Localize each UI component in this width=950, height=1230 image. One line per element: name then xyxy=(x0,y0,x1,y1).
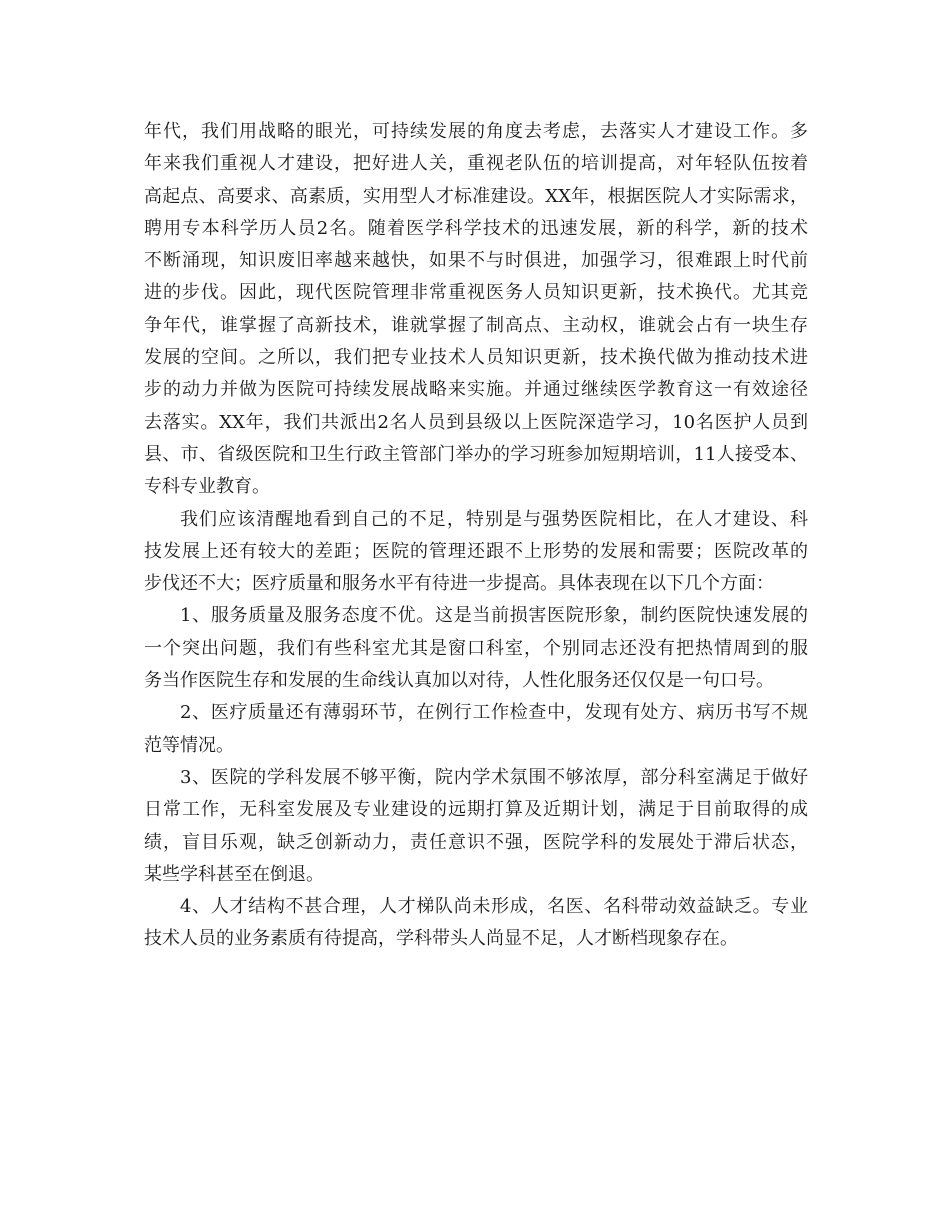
text-line: 发展的空间。之所以，我们把专业技术人员知识更新，技术换代做为推动技术进 xyxy=(144,347,808,369)
paragraph xyxy=(144,504,808,601)
text-line: 某些学科甚至在倒退。 xyxy=(144,863,324,885)
text-line: 技术人员的业务素质有待提高，学科带头人尚显不足，人才断档现象存在。 xyxy=(144,928,738,950)
paragraph xyxy=(144,762,808,891)
text-line: 步的动力并做为医院可持续发展战略来实施。并通过继续医学教育这一有效途径 xyxy=(144,379,808,401)
text-line: 县、市、省级医院和卫生行政主管部门举办的学习班参加短期培训，11人接受本、 xyxy=(144,443,808,465)
text-line: 专科专业教育。 xyxy=(144,476,270,498)
text-line: 务当作医院生存和发展的生命线认真加以对待，人性化服务还仅仅是一句口号。 xyxy=(144,670,774,692)
text-line: 聘用专本科学历人员2名。随着医学科学技术的迅速发展，新的科学，新的技术 xyxy=(144,217,808,239)
text-line: 不断涌现，知识废旧率越来越快，如果不与时俱进，加强学习，很难跟上时代前 xyxy=(144,250,808,272)
text-line: 1、服务质量及服务态度不优。这是当前损害医院形象，制约医院快速发展的 xyxy=(180,605,808,627)
paragraph xyxy=(144,697,808,762)
text-line: 范等情况。 xyxy=(144,734,234,756)
text-line: 4、人才结构不甚合理，人才梯队尚未形成，名医、名科带动效益缺乏。专业 xyxy=(180,896,808,918)
document-body xyxy=(144,116,808,956)
paragraph xyxy=(144,600,808,697)
text-line: 争年代，谁掌握了高新技术，谁就掌握了制高点、主动权，谁就会占有一块生存 xyxy=(144,314,808,336)
text-line: 步伐还不大；医疗质量和服务水平有待进一步提高。具体表现在以下几个方面： xyxy=(144,573,774,595)
text-line: 去落实。XX年，我们共派出2名人员到县级以上医院深造学习，10名医护人员到 xyxy=(144,411,808,433)
text-line: 日常工作，无科室发展及专业建设的远期打算及近期计划，满足于目前取得的成 xyxy=(144,799,808,821)
text-line: 技发展上还有较大的差距；医院的管理还跟不上形势的发展和需要；医院改革的 xyxy=(144,540,808,562)
text-line: 年来我们重视人才建设，把好进人关，重视老队伍的培训提高，对年轻队伍按着 xyxy=(144,153,808,175)
text-line: 2、医疗质量还有薄弱环节，在例行工作检查中，发现有处方、病历书写不规 xyxy=(180,702,808,724)
text-line: 高起点、高要求、高素质，实用型人才标准建设。XX年，根据医院人才实际需求， xyxy=(144,185,808,207)
text-line: 我们应该清醒地看到自己的不足，特别是与强势医院相比，在人才建设、科 xyxy=(180,508,808,530)
text-line: 进的步伐。因此，现代医院管理非常重视医务人员知识更新，技术换代。尤其竞 xyxy=(144,282,808,304)
text-line: 一个突出问题，我们有些科室尤其是窗口科室，个别同志还没有把热情周到的服 xyxy=(144,637,808,659)
text-line: 年代，我们用战略的眼光，可持续发展的角度去考虑，去落实人才建设工作。多 xyxy=(144,121,808,142)
text-line: 3、医院的学科发展不够平衡，院内学术氛围不够浓厚，部分科室满足于做好 xyxy=(180,766,808,788)
paragraph xyxy=(144,116,808,504)
paragraph xyxy=(144,891,808,956)
text-line: 绩，盲目乐观，缺乏创新动力，责任意识不强，医院学科的发展处于滞后状态， xyxy=(144,831,808,853)
